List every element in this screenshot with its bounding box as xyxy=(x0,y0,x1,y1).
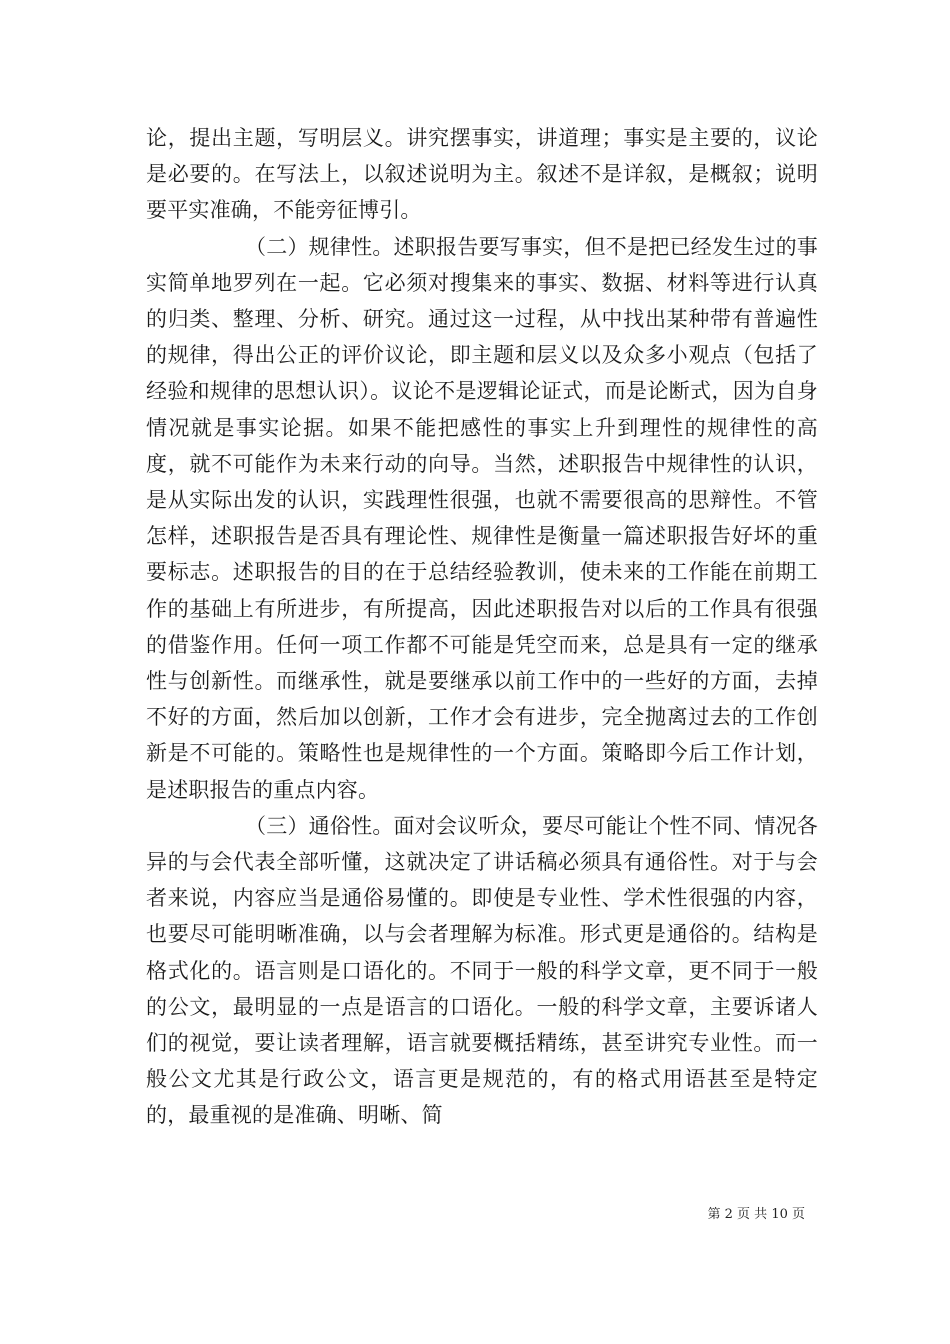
page-number-footer: 第 2 页 共 10 页 xyxy=(707,1207,805,1222)
body-text xyxy=(146,120,818,1134)
paragraph-popularity: （三）通俗性。面对会议听众，要尽可能让个性不同、情况各异的与会代表全部听懂，这就决定了讲话稿必须具有通俗性。对于与会者来说，内容应当是通俗易懂的。即使是专业性、学术性很强的内容，也要尽可能明晰准确，以与会者理解为标准。形式更是通俗的。结构是格式化的。语言则是口语化的。不同于一般的科学文章，更不同于一般的公文，最明显的一点是语言的口语化。一般的科学文章，主要诉诸人们的视觉，要让读者理解，语言就要概括精练，甚至讲究专业性。而一般公文尤其是行政公文，语言更是规范的，有的格式用语甚至是特定的，最重视的是准确、明晰、简 xyxy=(146,813,818,1128)
paragraph-regularity: （二）规律性。述职报告要写事实，但不是把已经发生过的事实简单地罗列在一起。它必须对搜集来的事实、数据、材料等进行认真的归类、整理、分析、研究。通过这一过程，从中找出某种带有普遍性的规律，得出公正的评价议论，即主题和层义以及众多小观点（包括了经验和规律的思想认识）。议论不是逻辑论证式，而是论断式，因为自身情况就是事实论据。如果不能把感性的事实上升到理性的规律性的高度，就不可能作为未来行动的向导。当然，述职报告中规律性的认识，是从实际出发的认识，实践理性很强，也就不需要很高的思辩性。不管怎样，述职报告是否具有理论性、规律性是衡量一篇述职报告好坏的重要标志。述职报告的目的在于总结经验教训，使未来的工作能在前期工作的基础上有所进步，有所提高，因此述职报告对以后的工作具有很强的借鉴作用。任何一项工作都不可能是凭空而来，总是具有一定的继承性与创新性。而继承性，就是要继承以前工作中的一些好的方面，去掉不好的方面，然后加以创新，工作才会有进步，完全抛离过去的工作创新是不可能的。策略性也是规律性的一个方面。策略即今后工作计划，是述职报告的重点内容。 xyxy=(146,234,818,802)
paragraph-continuation: 论，提出主题，写明层义。讲究摆事实，讲道理；事实是主要的，议论是必要的。在写法上，以叙述说明为主。叙述不是详叙，是概叙；说明要平实准确，不能旁征博引。 xyxy=(146,126,818,223)
